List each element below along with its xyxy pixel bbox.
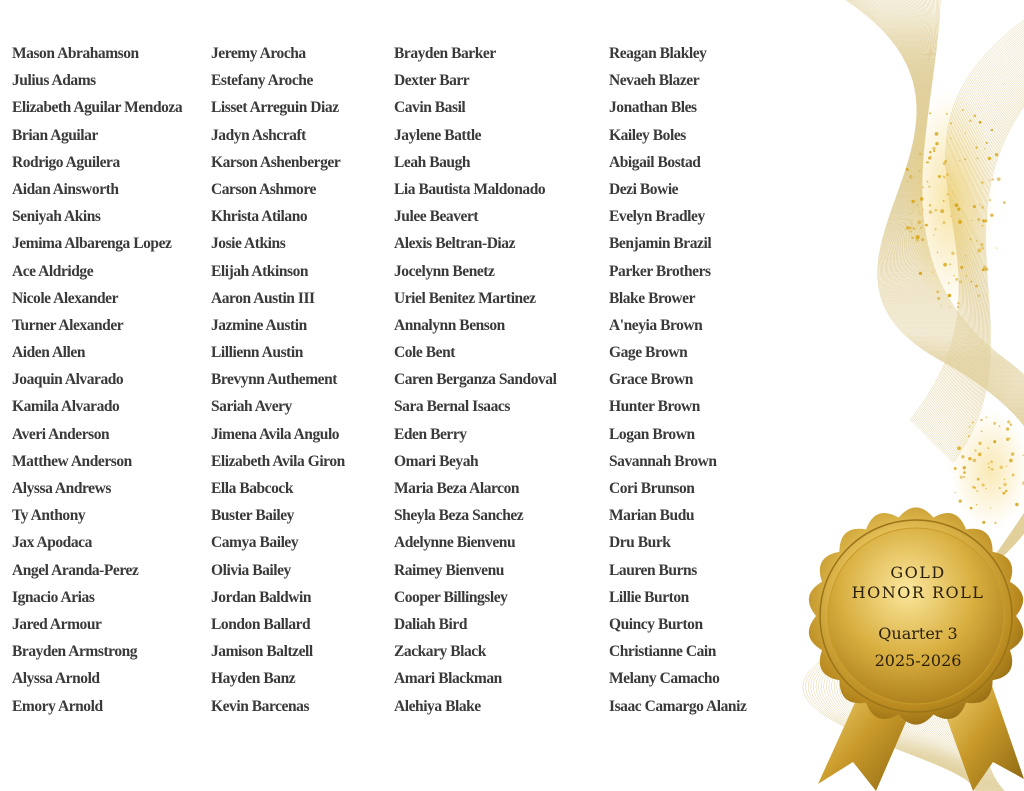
sparkle-dot	[986, 142, 988, 144]
sparkle-dot	[920, 197, 924, 201]
honor-roll-name: Jemima Albarenga Lopez	[12, 235, 172, 253]
sparkle-dot	[906, 180, 907, 181]
honor-roll-name: Hunter Brown	[609, 398, 700, 416]
sparkle-dot	[909, 175, 913, 179]
sparkle-dot	[984, 148, 985, 149]
sparkle-dot	[1000, 466, 1004, 470]
sparkle-dot	[955, 278, 958, 281]
sparkle-dot	[957, 208, 960, 211]
honor-roll-name: Melany Camacho	[609, 670, 720, 688]
sparkle-dot	[920, 228, 921, 229]
sparkle-dot	[933, 235, 934, 236]
honor-roll-name: Julee Beavert	[394, 208, 479, 226]
sparkle-dot	[975, 285, 978, 288]
sparkle-dot	[1003, 201, 1006, 204]
sparkle-dot	[959, 280, 962, 283]
name-column-4	[609, 43, 746, 723]
honor-roll-name: Olivia Bailey	[211, 561, 291, 579]
honor-roll-name: Gage Brown	[609, 344, 688, 362]
honor-roll-name: Josie Atkins	[211, 235, 286, 253]
honor-roll-name: Ty Anthony	[12, 507, 86, 525]
sparkle-dot	[978, 442, 981, 445]
honor-roll-name: Sariah Avery	[211, 398, 292, 416]
sparkle-dot	[949, 306, 950, 307]
sparkle-dot	[964, 158, 966, 160]
honor-roll-name: Karson Ashenberger	[211, 153, 341, 171]
sparkle-dot	[974, 449, 976, 451]
sparkle-dot	[1005, 490, 1007, 492]
honor-roll-name: Elizabeth Avila Giron	[211, 452, 345, 470]
honor-roll-name: Alyssa Arnold	[12, 670, 100, 688]
sparkle-dot	[935, 142, 938, 145]
sparkle-dot	[941, 305, 942, 306]
sparkle-dot	[950, 122, 952, 124]
sparkle-dot	[982, 219, 984, 221]
honor-roll-name: Carson Ashmore	[211, 180, 316, 198]
sparkle-dot	[977, 478, 980, 481]
name-column-2	[211, 43, 345, 723]
honor-roll-name: Jax Apodaca	[12, 534, 92, 552]
honor-roll-name: Matthew Anderson	[12, 452, 132, 470]
sparkle-dot	[922, 209, 923, 210]
sparkle-dot	[946, 113, 948, 115]
honor-roll-name: Jamison Baltzell	[211, 643, 313, 661]
honor-roll-name: Omari Beyah	[394, 452, 479, 470]
honor-roll-name: Jared Armour	[12, 615, 102, 633]
honor-roll-name: Uriel Benitez Martinez	[394, 289, 536, 307]
sparkle-dot	[930, 156, 931, 157]
honor-roll-name: London Ballard	[211, 615, 311, 633]
sparkle-dot	[949, 263, 951, 265]
sparkle-dot	[929, 210, 932, 213]
honor-roll-name: Jonathan Bles	[609, 99, 697, 117]
sparkle-dot	[988, 447, 990, 449]
honor-roll-name: Leah Baugh	[394, 153, 471, 171]
honor-roll-name: Eden Berry	[394, 425, 467, 443]
honor-roll-name: Joaquin Alvarado	[12, 371, 124, 389]
honor-roll-name: Savannah Brown	[609, 452, 717, 470]
honor-roll-name: Ace Aldridge	[12, 262, 94, 280]
honor-roll-name: Ella Babcock	[211, 480, 294, 497]
honor-roll-name: Evelyn Bradley	[609, 208, 705, 226]
sparkle-dot	[1006, 428, 1009, 431]
sparkle-dot	[976, 240, 977, 241]
sparkle-dot	[985, 417, 986, 418]
sparkle-dot	[988, 157, 991, 160]
honor-roll-name: Daliah Bird	[394, 615, 467, 633]
honor-roll-name: Khrista Atilano	[211, 208, 308, 226]
sparkle-dot	[934, 228, 936, 230]
honor-roll-name: Lisset Arreguin Diaz	[211, 99, 339, 117]
sparkle-dot	[925, 224, 928, 227]
sparkle-dot	[976, 490, 978, 492]
sparkle-dot	[980, 419, 982, 421]
sparkle-dot	[993, 422, 996, 425]
sparkle-dot	[946, 173, 949, 176]
sparkle-dot	[957, 302, 960, 305]
sparkle-dot	[968, 457, 971, 460]
honor-roll-name: Lillienn Austin	[211, 344, 303, 362]
sparkle-dot	[906, 226, 910, 230]
honor-roll-name: Sara Bernal Isaacs	[394, 398, 510, 416]
honor-roll-name: Jocelynn Benetz	[394, 262, 495, 280]
sparkle-dot	[935, 132, 939, 136]
sparkle-dot	[906, 168, 909, 171]
honor-roll-name: Jordan Baldwin	[211, 588, 312, 606]
honor-roll-name: Adelynne Bienvenu	[394, 534, 516, 552]
sparkle-dot	[977, 248, 981, 252]
honor-roll-name: Annalynn Benson	[394, 316, 505, 334]
sparkle-dot	[988, 463, 990, 465]
sparkle-dot	[1010, 424, 1012, 426]
sparkle-dot	[997, 177, 1001, 181]
honor-roll-name: Dexter Barr	[394, 72, 470, 90]
honor-roll-name: Averi Anderson	[12, 425, 110, 443]
honor-roll-name: Julius Adams	[12, 72, 96, 90]
sparkle-dot	[957, 306, 959, 308]
sparkle-dot	[960, 476, 963, 479]
honor-roll-name: Amari Blackman	[394, 670, 502, 688]
honor-roll-name: Lauren Burns	[609, 561, 697, 579]
sparkle-dot	[976, 157, 978, 159]
sparkle-dot	[981, 225, 983, 227]
sparkle-dot	[969, 238, 971, 240]
honor-roll-name: Angel Aranda-Perez	[12, 561, 139, 579]
sparkle-dot	[960, 266, 963, 269]
sparkle-dot	[1006, 438, 1009, 441]
sparkle-dot	[943, 221, 946, 224]
sparkle-dot	[991, 129, 993, 131]
sparkle-dot	[948, 282, 950, 284]
sparkle-dot	[973, 205, 976, 208]
sparkle-dot	[969, 119, 972, 122]
sparkle-dot	[963, 471, 966, 474]
sparkle-dot	[963, 476, 965, 478]
sparkle-dot	[971, 220, 973, 222]
sparkle-dot	[951, 252, 954, 255]
honor-roll-name: Abigail Bostad	[609, 153, 701, 171]
sparkle-dot	[919, 153, 922, 156]
sparkle-dot	[919, 272, 922, 275]
honor-roll-name: Caren Berganza Sandoval	[394, 371, 557, 389]
sparkle-dot	[954, 467, 957, 470]
name-column-1	[12, 43, 182, 723]
sparkle-dot	[996, 247, 997, 248]
sparkle-dot	[943, 162, 946, 165]
sparkle-dot	[977, 218, 980, 221]
sparkle-dot	[993, 440, 996, 443]
honor-roll-name: Brevynn Authement	[211, 371, 337, 389]
sparkle-dot	[955, 203, 959, 207]
honor-roll-name: Brayden Armstrong	[12, 643, 138, 661]
sparkle-dot	[990, 460, 993, 463]
honor-roll-name: Aaron Austin III	[211, 289, 315, 307]
sparkle-dot	[972, 486, 975, 489]
sparkle-dot	[1009, 459, 1013, 463]
honor-roll-name: Buster Bailey	[211, 507, 294, 525]
sparkle-dot	[913, 227, 915, 229]
sparkle-dot	[981, 181, 983, 183]
honor-roll-name: Alehiya Blake	[394, 697, 481, 715]
honor-roll-name: Dezi Bowie	[609, 180, 679, 198]
honor-roll-name: Ignacio Arias	[12, 588, 95, 606]
sparkle-dot	[950, 138, 951, 139]
honor-roll-name: Nicole Alexander	[12, 289, 119, 307]
honor-roll-name: Isaac Camargo Alaniz	[609, 697, 747, 715]
sparkle-dot	[911, 237, 913, 239]
honor-roll-name: Parker Brothers	[609, 262, 711, 280]
sparkle-dot	[963, 466, 966, 469]
honor-roll-name: Cori Brunson	[609, 480, 695, 497]
sparkle-dot	[935, 209, 938, 212]
honor-roll-name: Kailey Boles	[609, 126, 686, 144]
honor-roll-name: Jadyn Ashcraft	[211, 126, 306, 144]
honor-roll-name: Jimena Avila Angulo	[211, 425, 340, 443]
honor-roll-name: Cooper Billingsley	[394, 588, 508, 606]
sparkle-dot	[972, 422, 974, 424]
honor-roll-name: Blake Brower	[609, 289, 696, 307]
sparkle-dot	[959, 218, 960, 219]
honor-roll-name: Rodrigo Aguilera	[12, 153, 120, 171]
sparkle-dot	[975, 146, 977, 148]
honor-roll-name: Christianne Cain	[609, 643, 716, 661]
sparkle-dot	[982, 483, 985, 486]
sparkle-dot	[937, 251, 938, 252]
honor-roll-name: Jazmine Austin	[211, 316, 307, 334]
sparkle-dot	[978, 295, 980, 297]
sparkle-dot	[1007, 420, 1010, 423]
sparkle-dot	[922, 187, 924, 189]
honor-roll-name: Mason Abrahamson	[12, 45, 139, 62]
sparkle-dot	[999, 425, 1000, 426]
sparkle-dot	[992, 469, 993, 470]
honor-roll-name: Lillie Burton	[609, 588, 689, 606]
honor-roll-name: Jeremy Arocha	[211, 45, 306, 62]
sparkle-dot	[965, 132, 966, 133]
sparkle-dot	[988, 467, 990, 469]
sparkle-dot	[1004, 479, 1005, 480]
sparkle-dot	[927, 181, 929, 183]
seal-line-3: Quarter 3	[878, 624, 958, 643]
honor-roll-name: Grace Brown	[609, 371, 693, 389]
sparkle-dot	[953, 275, 954, 276]
sparkle-dot	[973, 459, 977, 463]
honor-roll-name: Kevin Barcenas	[211, 697, 310, 715]
sparkle-dot	[928, 186, 930, 188]
honor-roll-name: Raimey Bienvenu	[394, 561, 504, 579]
sparkle-dot	[957, 446, 961, 450]
honor-roll-name: Cole Bent	[394, 344, 455, 362]
honor-roll-name: Nevaeh Blazer	[609, 72, 700, 90]
sparkle-dot	[981, 431, 982, 432]
honor-roll-name: Reagan Blakley	[609, 45, 707, 62]
honor-roll-name: Aiden Allen	[12, 344, 85, 362]
sparkle-dot	[962, 109, 964, 111]
sparkle-dot	[979, 204, 981, 206]
sparkle-dot	[978, 453, 982, 457]
sparkle-dot	[970, 281, 972, 283]
sparkle-dot	[948, 294, 952, 298]
sparkle-dot	[919, 170, 921, 172]
sparkle-dot	[992, 178, 994, 180]
sparkle-dot	[929, 112, 931, 114]
sparkle-dot	[947, 193, 949, 195]
sparkle-dot	[950, 215, 951, 216]
honor-roll-name: Kamila Alvarado	[12, 398, 120, 416]
sparkle-dot	[932, 147, 936, 151]
sparkle-dot	[943, 200, 945, 202]
sparkle-dot	[929, 204, 931, 206]
sparkle-dot	[916, 238, 919, 241]
honor-roll-name: Maria Beza Alarcon	[394, 480, 520, 497]
seal-line-4: 2025-2026	[874, 651, 962, 670]
sparkle-dot	[995, 153, 998, 156]
sparkle-dot	[989, 179, 990, 180]
sparkle-dot	[973, 114, 976, 117]
sparkle-dot	[958, 220, 962, 224]
sparkle-dot	[921, 227, 922, 228]
sparkle-dot	[1011, 452, 1015, 456]
sparkle-dot	[959, 160, 961, 162]
sparkle-dot	[952, 191, 953, 192]
honor-roll-name: Logan Brown	[609, 425, 695, 443]
sparkle-dot	[980, 243, 983, 246]
sparkle-dot	[938, 175, 941, 178]
honor-roll-name: Zackary Black	[394, 643, 486, 661]
sparkle-dot	[979, 121, 982, 124]
honor-roll-name: Estefany Aroche	[211, 72, 313, 90]
sparkle-dot	[926, 162, 927, 163]
honor-roll-name: Seniyah Akins	[12, 208, 101, 226]
sparkle-dot	[982, 268, 985, 271]
honor-roll-name: Sheyla Beza Sanchez	[394, 507, 524, 525]
honor-roll-name: Turner Alexander	[12, 316, 124, 334]
sparkle-dot	[969, 426, 971, 428]
sparkle-dot	[943, 263, 947, 267]
sparkle-dot	[917, 204, 919, 206]
honor-roll-name: Alexis Beltran-Diaz	[394, 235, 516, 253]
sparkle-dot	[911, 200, 914, 203]
honor-roll-name: Hayden Banz	[211, 670, 296, 688]
sparkle-dot	[936, 291, 938, 293]
seal-line-2: HONOR ROLL	[851, 583, 985, 602]
sparkle-dot	[917, 220, 921, 224]
sparkle-dot	[968, 435, 970, 437]
sparkle-dot	[985, 488, 987, 490]
sparkle-dot	[999, 487, 1001, 489]
sparkle-dot	[937, 297, 940, 300]
seal-line-1: GOLD	[890, 563, 946, 582]
sparkle-dot	[1006, 466, 1008, 468]
sparkle-dot	[989, 199, 991, 201]
name-column-3	[394, 43, 556, 723]
sparkle-dot	[965, 275, 967, 277]
sparkle-dot	[940, 209, 944, 213]
sparkle-dot	[965, 255, 966, 256]
honor-roll-name: Elizabeth Aguilar Mendoza	[12, 99, 183, 117]
honor-roll-name: Quincy Burton	[609, 615, 703, 633]
sparkle-dot	[943, 176, 944, 177]
honor-roll-name: Emory Arnold	[12, 697, 103, 715]
honor-roll-name: Jaylene Battle	[394, 126, 482, 144]
sparkle-dot	[1003, 483, 1006, 486]
honor-roll-name: Benjamin Brazil	[609, 235, 712, 253]
gold-honor-roll-seal	[798, 494, 1024, 791]
sparkle-dot	[929, 151, 931, 153]
honor-roll-name: Marian Budu	[609, 507, 695, 525]
honor-roll-name: Elijah Atkinson	[211, 262, 309, 280]
sparkle-dot	[961, 455, 964, 458]
honor-roll-name: Dru Burk	[609, 534, 671, 552]
honor-roll-name: Camya Bailey	[211, 534, 299, 552]
honor-roll-name: Brayden Barker	[394, 45, 496, 62]
sparkle-dot	[990, 214, 993, 217]
honor-roll-name: A'neyia Brown	[609, 316, 703, 334]
sparkle-dot	[910, 230, 912, 232]
sparkle-dot	[981, 247, 983, 249]
sparkle-dot	[981, 206, 984, 209]
honor-roll-name: Cavin Basil	[394, 99, 466, 117]
sparkle-dot	[933, 150, 935, 152]
honor-roll-name: Brian Aguilar	[12, 126, 98, 144]
honor-roll-name: Lia Bautista Maldonado	[394, 180, 546, 198]
sparkle-dot	[921, 238, 924, 241]
sparkle-dot	[932, 271, 933, 272]
honor-roll-name: Aidan Ainsworth	[12, 180, 119, 198]
honor-roll-name: Alyssa Andrews	[12, 480, 111, 497]
sparkle-dot	[1012, 474, 1015, 477]
